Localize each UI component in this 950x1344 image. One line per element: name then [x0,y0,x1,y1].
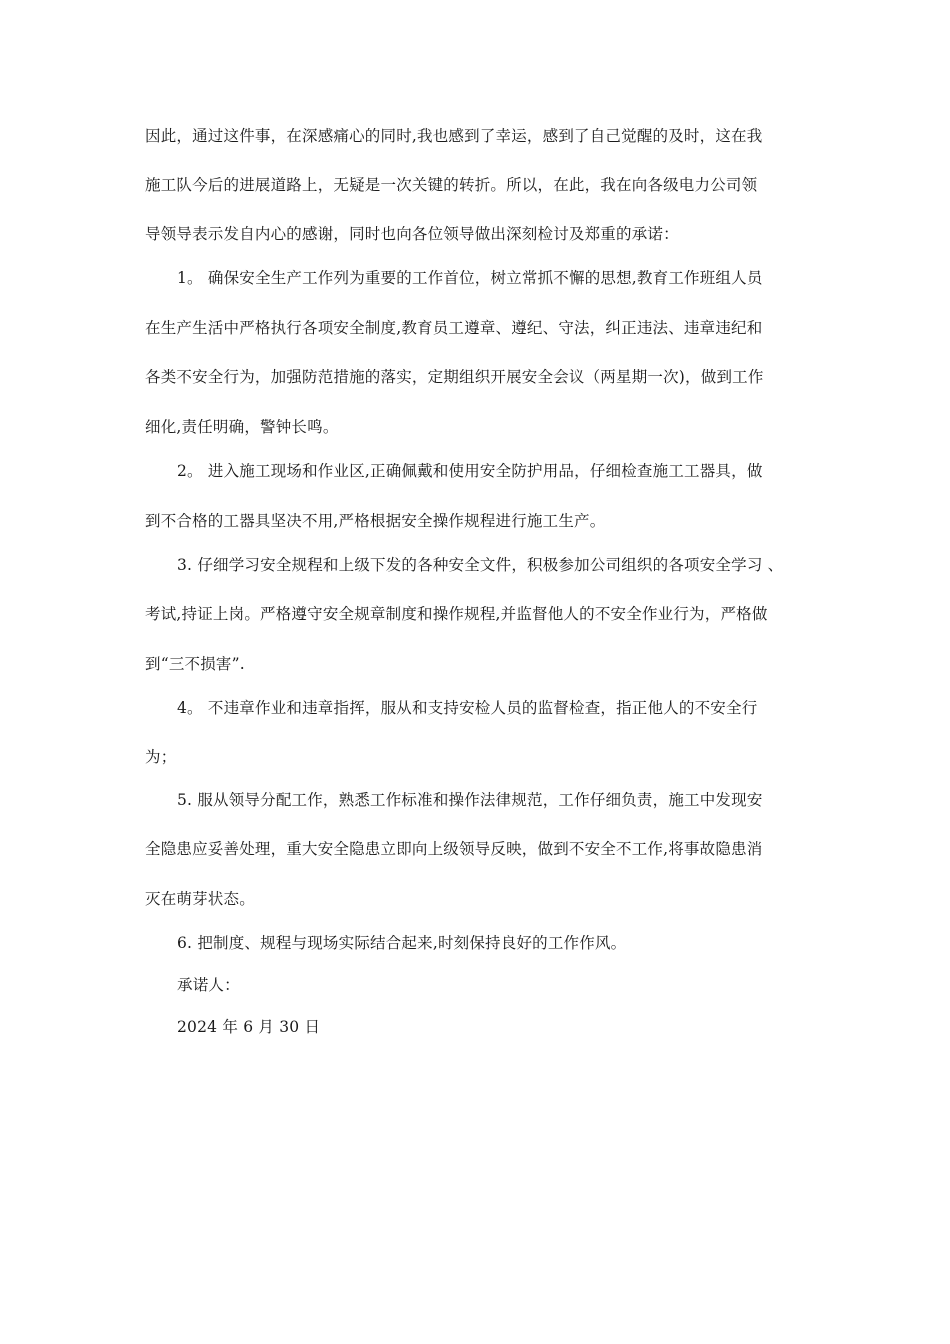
item-3-line-3: 到“三不损害”. [145,655,245,673]
item-1-line-2: 在生产生活中严格执行各项安全制度,教育员工遵章、遵纪、守法，纠正违法、违章违纪和 [145,319,763,337]
item-3-line-1: 3. 仔细学习安全规程和上级下发的各种安全文件，积极参加公司组织的各项安全学习 、 [177,556,784,574]
item-5-line-2: 全隐患应妥善处理，重大安全隐患立即向上级领导反映，做到不安全不工作,将事故隐患消 [145,840,763,858]
item-5-line-1: 5. 服从领导分配工作，熟悉工作标准和操作法律规范，工作仔细负责，施工中发现安 [177,791,763,809]
item-1-line-4: 细化,责任明确，警钟长鸣。 [145,418,339,436]
item-1-line-1: 1。 确保安全生产工作列为重要的工作首位，树立常抓不懈的思想,教育工作班组人员 [177,269,763,287]
intro-line-1: 因此，通过这件事，在深感痛心的同时,我也感到了幸运，感到了自己觉醒的及时，这在我 [145,127,763,145]
intro-line-3: 导领导表示发自内心的感谢，同时也向各位领导做出深刻检讨及郑重的承诺： [145,225,679,243]
signature-date: 2024 年 6 月 30 日 [177,1018,321,1036]
signer-label: 承诺人： [177,976,240,994]
item-4-line-2: 为； [145,748,177,766]
item-5-line-3: 灭在萌芽状态。 [145,890,255,908]
item-1-line-3: 各类不安全行为，加强防范措施的落实，定期组织开展安全会议（两星期一次)，做到工作 [145,368,764,386]
item-6-line-1: 6. 把制度、规程与现场实际结合起来,时刻保持良好的工作作风。 [177,934,627,952]
item-4-line-1: 4。 不违章作业和违章指挥，服从和支持安检人员的监督检查，指正他人的不安全行 [177,699,758,717]
item-2-line-2: 到不合格的工器具坚决不用,严格根据安全操作规程进行施工生产。 [145,512,606,530]
intro-line-2: 施工队今后的进展道路上，无疑是一次关键的转折。所以，在此，我在向各级电力公司领 [145,176,758,194]
item-2-line-1: 2。 进入施工现场和作业区,正确佩戴和使用安全防护用品，仔细检查施工工器具，做 [177,462,763,480]
item-3-line-2: 考试,持证上岗。严格遵守安全规章制度和操作规程,并监督他人的不安全作业行为，严格做 [145,605,768,623]
